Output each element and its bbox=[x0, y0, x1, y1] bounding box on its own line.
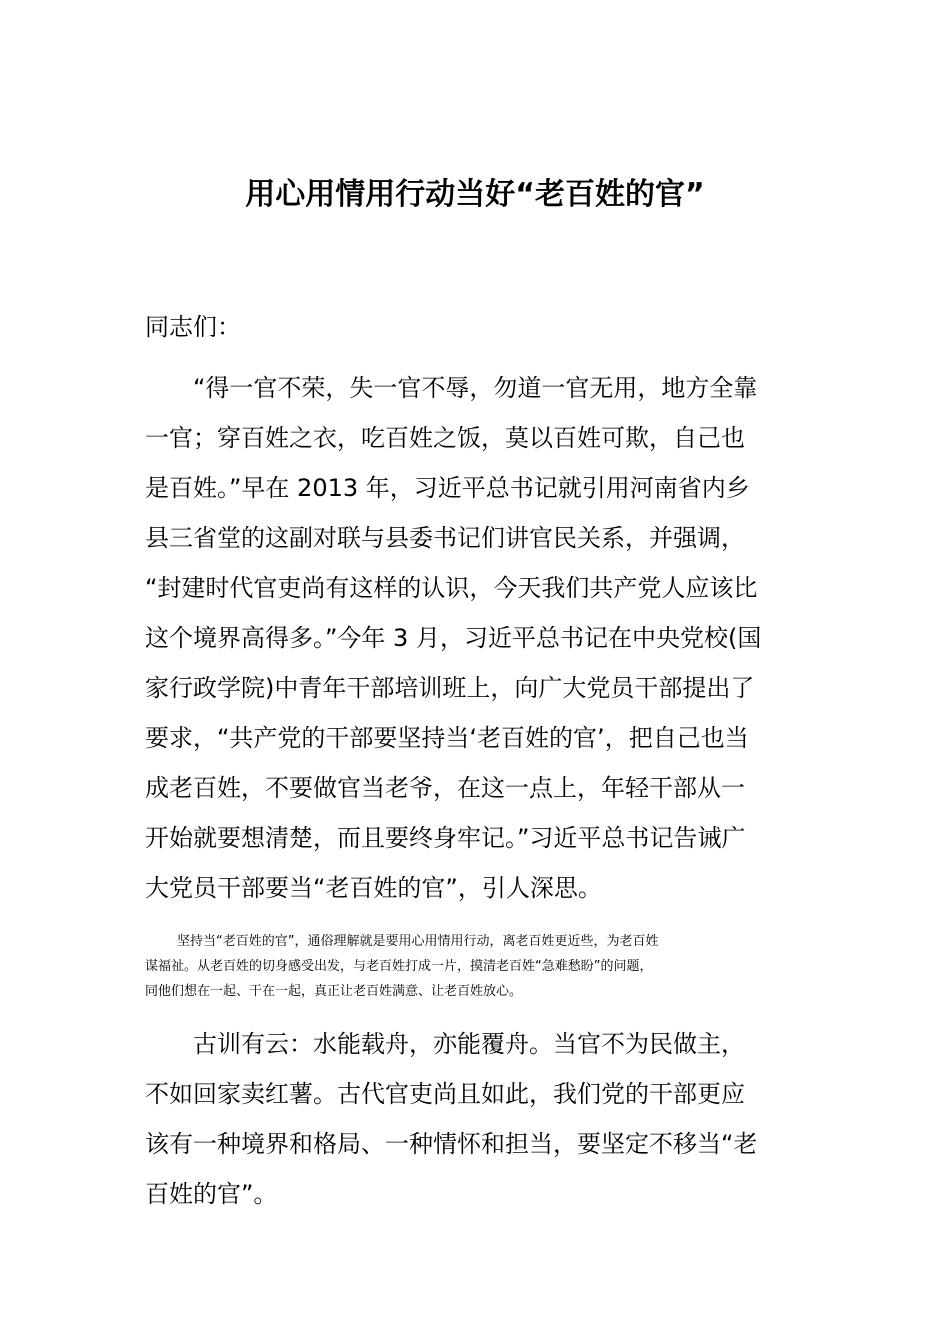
paragraph-1-line: 开始就要想清楚，而且要终身牢记。”习近平总书记告诫广 bbox=[145, 824, 746, 852]
paragraph-1-line: “封建时代官吏尚有这样的认识，今天我们共产党人应该比 bbox=[145, 574, 758, 602]
paragraph-2-line: 谋福祉。从老百姓的切身感受出发，与老百姓打成一片，摸清老百姓“急难愁盼”的问题， bbox=[145, 959, 653, 974]
paragraph-3-line: 百姓的官”。 bbox=[145, 1180, 278, 1208]
paragraph-2-line: 同他们想在一起、干在一起，真正让老百姓满意、让老百姓放心。 bbox=[145, 984, 523, 999]
salutation: 同志们： bbox=[145, 313, 241, 341]
document-title: 用心用情用行动当好“老百姓的官” bbox=[245, 177, 705, 212]
paragraph-3-line: 古训有云：水能载舟，亦能覆舟。当官不为民做主， bbox=[193, 1030, 745, 1058]
paragraph-1-line: 成老百姓，不要做官当老爷，在这一点上，年轻干部从一 bbox=[145, 774, 745, 802]
paragraph-1-line: 是百姓。”早在 2013 年，习近平总书记就引用河南省内乡 bbox=[145, 474, 750, 502]
paragraph-1-line: 这个境界高得多。”今年 3 月，习近平总书记在中央党校(国 bbox=[145, 624, 762, 652]
paragraph-1-line: 家行政学院)中青年干部培训班上，向广大党员干部提出了 bbox=[145, 674, 755, 702]
paragraph-1-line: “得一官不荣，失一官不辱，勿道一官无用，地方全靠 bbox=[193, 374, 758, 402]
paragraph-1-line: 大党员干部要当“老百姓的官”，引人深思。 bbox=[145, 874, 602, 902]
paragraph-2-line: 坚持当“老百姓的官”，通俗理解就是要用心用情用行动，离老百姓更近些，为老百姓 bbox=[177, 934, 659, 949]
paragraph-3-line: 该有一种境界和格局、一种情怀和担当，要坚定不移当“老 bbox=[145, 1130, 758, 1158]
paragraph-3-line: 不如回家卖红薯。古代官吏尚且如此，我们党的干部更应 bbox=[145, 1080, 745, 1108]
paragraph-1-line: 一官；穿百姓之衣，吃百姓之饭，莫以百姓可欺，自己也 bbox=[145, 424, 745, 452]
paragraph-1-line: 要求，“共产党的干部要坚持当‘老百姓的官’，把自己也当 bbox=[145, 724, 749, 752]
paragraph-1-line: 县三省堂的这副对联与县委书记们讲官民关系，并强调， bbox=[145, 524, 745, 552]
